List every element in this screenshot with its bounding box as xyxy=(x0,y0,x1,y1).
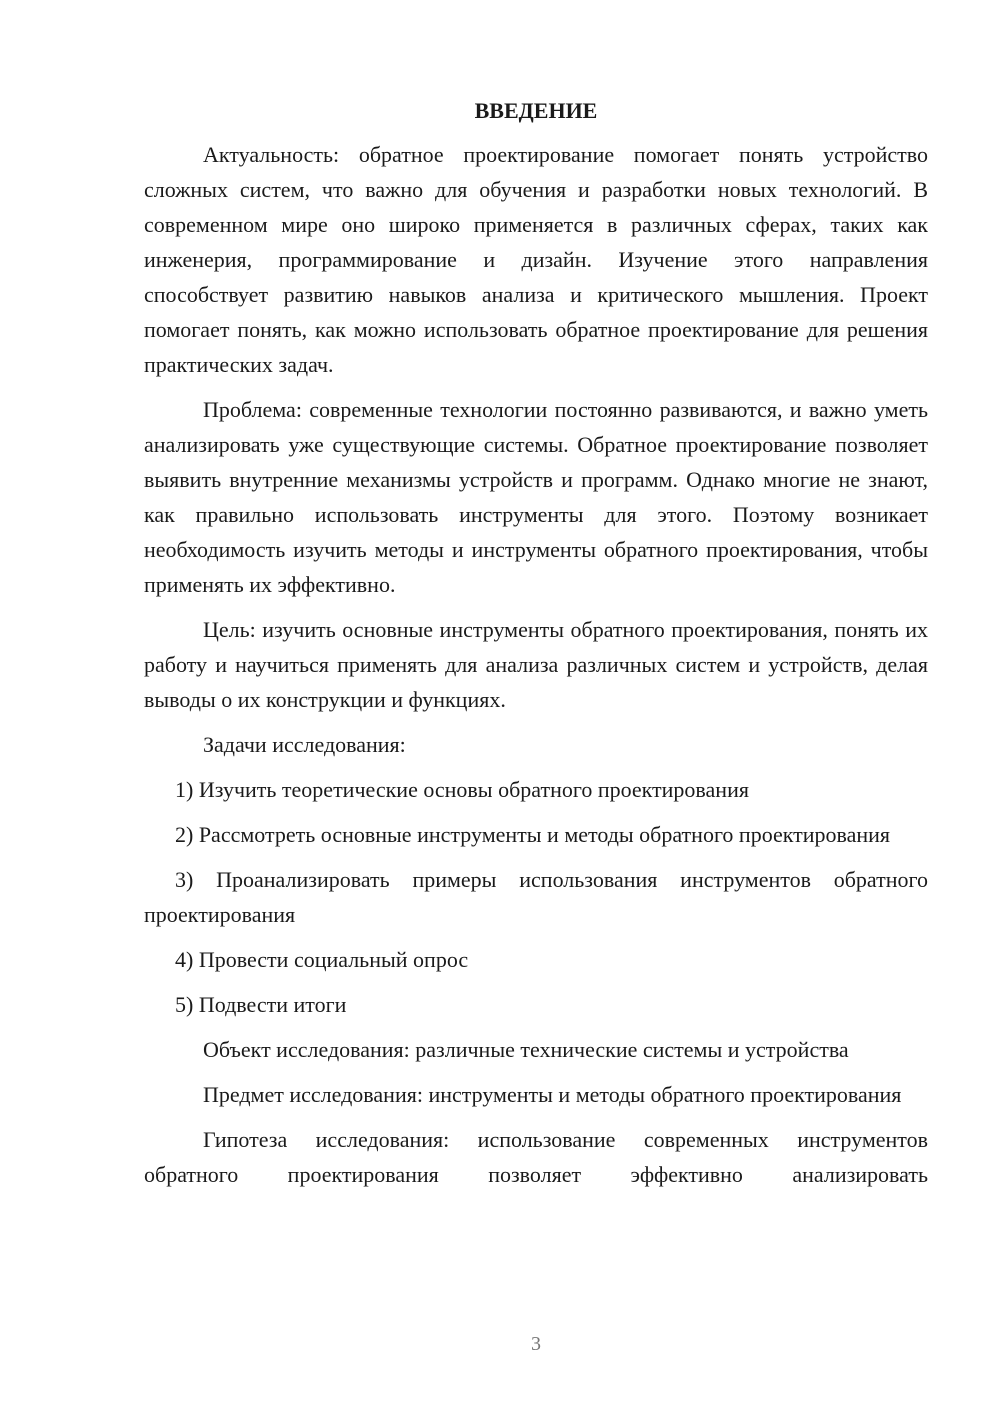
subject-paragraph: Предмет исследования: инструменты и методы обратного проектирования xyxy=(203,1082,902,1107)
task-item: 1) Изучить теоретические основы обратного проектирования xyxy=(175,777,749,802)
relevance-paragraph: Актуальность: обратное проектирование помогает понять устройство сложных систем, что важно для обучения и разработки новых технологий. В современном мире оно широко применяется в различных сферах, таких как инженерия, программирование и дизайн. Изучение этого направления способствует развитию навыков анализа и критического мышления. Проект помогает понять, как можно использовать обратное проектирование для решения практических задач. xyxy=(144,142,928,377)
hypothesis-paragraph: Гипотеза исследования: использование современных инструментов обратного проектирования позволяет эффективно анализировать xyxy=(144,1127,928,1187)
task-item: 2) Рассмотреть основные инструменты и методы обратного проектирования xyxy=(175,822,891,847)
task-item: 3) Проанализировать примеры использования инструментов обратного проектирования xyxy=(144,867,928,927)
section-heading: ВВЕДЕНИЕ xyxy=(474,98,598,123)
document-page xyxy=(144,96,928,1192)
task-item: 4) Провести социальный опрос xyxy=(175,947,469,972)
object-paragraph: Объект исследования: различные технические системы и устройства xyxy=(203,1037,849,1062)
problem-paragraph: Проблема: современные технологии постоянно развиваются, и важно уметь анализировать уже существующие системы. Обратное проектирование позволяет выявить внутренние механизмы устройств и программ. Однако многие не знают, как правильно использовать инструменты для этого. Поэтому возникает необходимость изучить методы и инструменты обратного проектирования, чтобы применять их эффективно. xyxy=(144,397,928,597)
goal-paragraph: Цель: изучить основные инструменты обратного проектирования, понять их работу и научиться применять для анализа различных систем и устройств, делая выводы о их конструкции и функциях. xyxy=(144,617,928,712)
tasks-list xyxy=(144,772,928,1022)
task-item: 5) Подвести итоги xyxy=(175,992,347,1017)
tasks-title: Задачи исследования: xyxy=(203,732,406,757)
page-number: 3 xyxy=(531,1333,541,1355)
